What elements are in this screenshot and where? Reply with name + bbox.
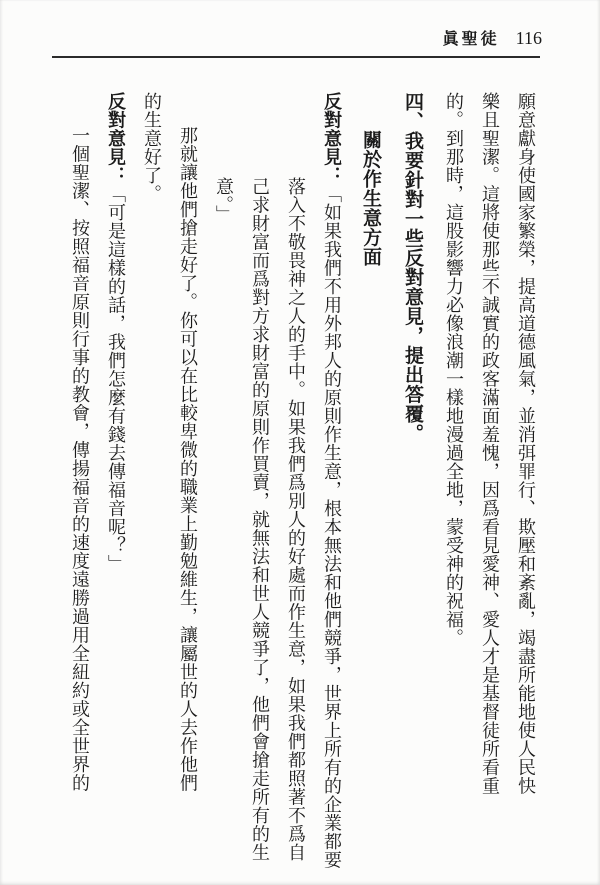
text-column (242, 92, 278, 872)
text-column (472, 92, 508, 872)
text-column (206, 92, 242, 872)
column-text: 那就讓他們搶走好了。你可以在比較卑微的職業上勤勉維生，讓屬世的人去作他們 (178, 126, 198, 792)
text-column (62, 92, 98, 872)
page-number: 116 (515, 28, 542, 48)
book-title: 眞聖徒 (442, 31, 500, 48)
column-text: 「如果我們不用外邦人的原則作生意，根本無法和他們競爭，世界上所有的企業都要 (322, 184, 342, 869)
text-column (134, 92, 170, 872)
subsection-heading-column (352, 92, 388, 872)
column-text: 的生意好了。 (142, 92, 162, 203)
page-text-body (52, 92, 544, 872)
text-column (170, 92, 206, 872)
column-text: 的。到那時，這股影響力必像浪潮一樣地漫過全地，蒙受神的祝福。 (444, 92, 464, 647)
column-text: 樂且聖潔。這將使那些不誠實的政客滿面羞愧，因爲看見愛神、愛人才是基督徒所看重 (480, 92, 500, 795)
text-column (314, 92, 350, 872)
column-text: 落入不敬畏神之人的手中。如果我們爲別人的好處而作生意，如果我們都照著不爲自 (286, 177, 306, 862)
column-text: 己求財富而爲對方求財富的原則作買賣，就無法和世人競爭了，他們會搶走所有的生 (250, 177, 270, 862)
text-column (98, 92, 134, 872)
column-text: 一個聖潔、按照福音原則行事的教會，傳揚福音的速度遠勝過用全紐約或全世界的 (70, 126, 90, 792)
column-bold-text: 反對意見： (106, 92, 126, 185)
column-text: 意。」 (214, 177, 234, 224)
header-rule (52, 56, 540, 58)
text-column (278, 92, 314, 872)
text-column (508, 92, 544, 872)
running-head (55, 26, 542, 52)
column-text: 願意獻身使國家繁榮，提高道德風氣，並消弭罪行、欺壓和紊亂，竭盡所能地使人民快 (516, 92, 536, 795)
column-bold-text: 關於作生意方面 (360, 130, 381, 267)
text-column (436, 92, 472, 872)
column-bold-text: 反對意見： (322, 92, 342, 185)
section-heading-column (394, 92, 430, 872)
column-text: 「可是這樣的話，我們怎麼有錢去傳福音呢？」 (106, 184, 126, 573)
column-bold-text: 四、我要針對一些反對意見，提出答覆。 (402, 92, 423, 443)
